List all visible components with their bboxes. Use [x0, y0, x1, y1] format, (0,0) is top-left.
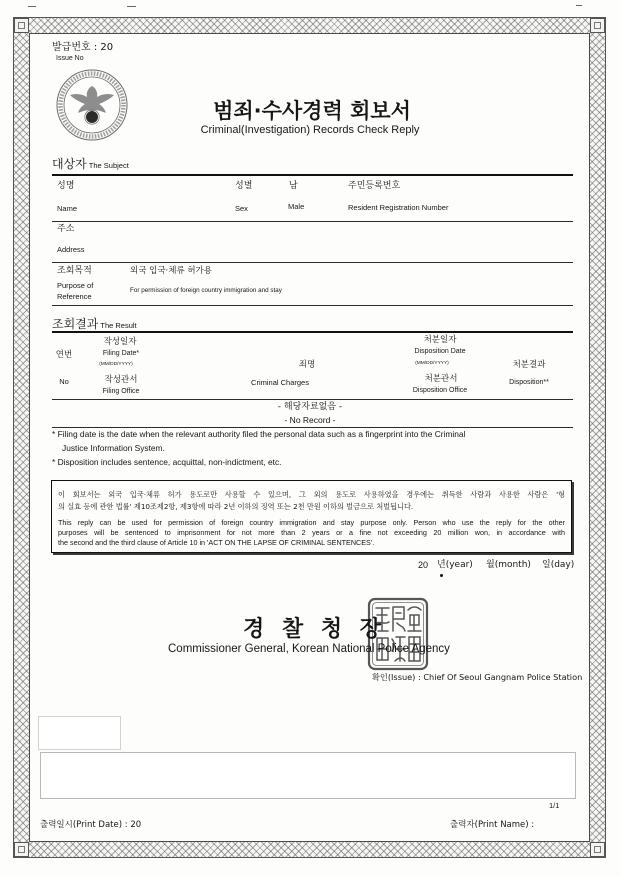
sex-label-en: Sex [235, 204, 248, 213]
column-header-filing-date: 작성일자 [103, 337, 137, 347]
legal-notice-en-line: This reply can be used for permission of foreign country immigration and stay purpose only. Person who use the reply for the other [58, 518, 565, 527]
column-header-disposition-en: Disposition** [509, 379, 549, 386]
purpose-label-en-line-2: Reference [57, 292, 92, 301]
footnote-disposition: * Disposition includes sentence, acquittal, non-indictment, etc. [52, 457, 282, 467]
issuing-office: 확인(Issue) : Chief Of Seoul Gangnam Police Station [372, 672, 583, 682]
purpose-label: 조회목적 [57, 266, 92, 276]
no-record-text: - 해당자료없음 - [277, 402, 343, 412]
column-header-filing-office-en: Filing Office [102, 388, 140, 395]
column-header-charges-en: Criminal Charges [251, 378, 309, 387]
scan-mark [127, 6, 136, 7]
column-header-disposition-office: 처분관서 [424, 374, 458, 384]
section-heading-result-ko: 조회결과 [52, 317, 99, 331]
redacted-area [40, 752, 576, 799]
column-header-disposition-office-en: Disposition Office [412, 387, 468, 394]
section-heading-subject-en: The Subject [88, 161, 129, 170]
column-header-disposition-date-format: (MM/DD/YYYY) [415, 361, 449, 366]
footnote-filing-date-continued: Justice Information System. [62, 443, 165, 453]
column-header-no: 연번 [55, 350, 73, 360]
legal-notice-en-line: the second and the third clause of Article 10 in 'ACT ON THE LAPSE OF CRIMINAL SENTENCES'. [58, 538, 375, 547]
document-subtitle: Criminal(Investigation) Records Check Reply [200, 124, 420, 136]
page-indicator: 1/1 [549, 801, 560, 810]
print-date: 출력일시(Print Date) : 20 [40, 820, 142, 830]
issue-date-year-label: 년(year) [437, 560, 473, 570]
column-header-filing-date-format: (MM/DD/YYYY) [99, 362, 133, 367]
column-header-filing-date-en: Filing Date* [102, 350, 140, 357]
scan-mark [28, 6, 36, 7]
purpose-value-en: For permission of foreign country immigration and stay [130, 287, 282, 294]
address-label: 주소 [57, 224, 75, 234]
name-label: 성명 [57, 181, 75, 191]
redacted-area [38, 716, 121, 750]
section-heading-result [52, 318, 137, 330]
issue-date-year-prefix: 20 [418, 560, 429, 570]
border-corner-ornament [14, 18, 29, 33]
footnote-filing-date: * Filing date is the date when the relevant authority filed the personal data such as a fingerprint into the Criminal [52, 429, 466, 439]
issue-number-label-en: Issue No [56, 55, 84, 62]
sex-label: 성별 [235, 181, 253, 191]
column-header-disposition: 처분결과 [512, 360, 546, 370]
section-heading-subject [52, 158, 129, 170]
column-header-no-en: No [59, 377, 69, 386]
row-divider [52, 262, 573, 263]
print-name: 출력자(Print Name) : [450, 820, 535, 830]
issue-number-label: 발급번호 : 20 [52, 42, 114, 53]
border-corner-ornament [14, 842, 29, 857]
section-divider [52, 174, 573, 176]
rrn-label: 주민등록번호 [348, 181, 401, 191]
purpose-value: 외국 입국·체류 허가용 [130, 266, 213, 276]
signatory-title-en: Commissioner General, Korean National Police Agency [168, 643, 450, 655]
rrn-label-en: Resident Registration Number [348, 203, 449, 212]
legal-notice-box [51, 480, 572, 553]
row-divider [52, 399, 573, 400]
no-record-text-en: - No Record - [284, 415, 336, 425]
section-heading-result-en: The Result [100, 321, 137, 330]
address-label-en: Address [57, 245, 85, 254]
column-header-disposition-date: 처분일자 [423, 335, 457, 345]
row-divider [52, 221, 573, 222]
legal-notice-ko-line: 이 회보서는 외국 입국·체류 허가 용도로만 사용할 수 있으며, 그 외의 용도로 사용하였을 경우에는 취득한 사람과 사용한 사람은 '형 [58, 490, 565, 499]
section-heading-subject-ko: 대상자 [52, 157, 87, 171]
sex-value-en: Male [288, 202, 305, 211]
border-corner-ornament [590, 18, 605, 33]
row-divider [52, 305, 573, 306]
issue-date-day-label: 일(day) [542, 560, 575, 570]
issue-date-month-label: 월(month) [486, 560, 531, 570]
scan-mark [576, 5, 582, 6]
sex-value: 남 [289, 181, 298, 191]
column-header-filing-office: 작성관서 [104, 375, 138, 385]
section-divider [52, 331, 573, 333]
column-header-charges: 죄명 [298, 360, 316, 370]
ink-dot [440, 574, 443, 577]
border-corner-ornament [590, 842, 605, 857]
row-divider [52, 427, 573, 428]
signatory-title: 경 찰 청 장 [243, 617, 386, 642]
name-label-en: Name [57, 204, 78, 213]
legal-notice-ko-line: 의 실효 등에 관한 법률' 제10조제2항, 제3항에 따라 2년 이하의 징역 또는 2천 만원 이하의 벌금으로 처벌됩니다. [58, 502, 414, 511]
document-title: 범죄·수사경력 회보서 [213, 99, 411, 123]
column-header-disposition-date-en: Disposition Date [414, 348, 466, 355]
purpose-label-en-line-1: Purpose of [57, 281, 94, 290]
legal-notice-en-line: purposes will be sentenced to imprisonment for not more than 2 years or a fine not exceeding 20 million won, in accordance with [58, 528, 565, 537]
